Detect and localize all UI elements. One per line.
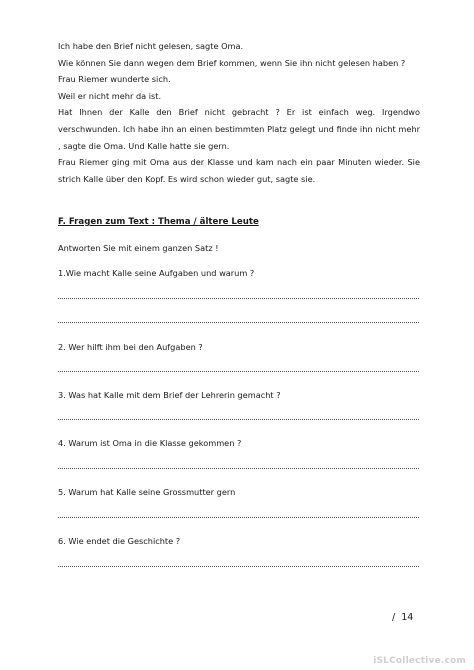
answer-line[interactable]: [58, 298, 419, 299]
watermark-logo: iSLCollective.com: [373, 656, 466, 666]
story-paragraph: Frau Riemer ging mit Oma aus der Klasse und kam nach ein paar Minuten wieder. Sie strich Kalle über den Kopf. Es wird schon wieder gut, sagte sie.: [58, 157, 420, 184]
page-number: / 14: [392, 612, 414, 623]
answer-line[interactable]: [58, 566, 419, 567]
answer-line[interactable]: [58, 371, 419, 372]
question-6: 6. Wie endet die Geschichte ?: [58, 536, 181, 546]
question-3: 3. Was hat Kalle mit dem Brief der Lehrerin gemacht ?: [58, 390, 281, 400]
question-2: 2. Wer hilft ihm bei den Aufgaben ?: [58, 342, 203, 352]
question-5: 5. Warum hat Kalle seine Grossmutter gern: [58, 487, 236, 497]
answer-line[interactable]: [58, 517, 419, 518]
question-4: 4. Warum ist Oma in die Klasse gekommen ?: [58, 438, 242, 448]
question-1: 1.Wie macht Kalle seine Aufgaben und warum ?: [58, 268, 255, 278]
story-paragraph: Wie können Sie dann wegen dem Brief kommen, wenn Sie ihn nicht gelesen haben ? Frau Riemer wunderte sich.: [58, 57, 406, 85]
answer-line[interactable]: [58, 468, 419, 469]
story-text: [58, 38, 420, 187]
story-paragraph: Weil er nicht mehr da ist.: [58, 90, 162, 101]
story-paragraph: Hat Ihnen der Kalle den Brief nicht gebracht ? Er ist einfach weg. Irgendwo verschwunden. Ich habe ihn an einen bestimmten Platz gelegt und finde ihn nicht mehr , sagte die Oma. Und Kalle hatte sie gern.: [58, 107, 420, 151]
story-paragraph: Ich habe den Brief nicht gelesen, sagte Oma.: [58, 41, 244, 51]
instruction-text: Antworten Sie mit einem ganzen Satz !: [58, 243, 219, 253]
answer-line[interactable]: [58, 322, 419, 323]
answer-line[interactable]: [58, 419, 419, 420]
section-heading: F. Fragen zum Text : Thema / ältere Leute: [58, 217, 259, 227]
